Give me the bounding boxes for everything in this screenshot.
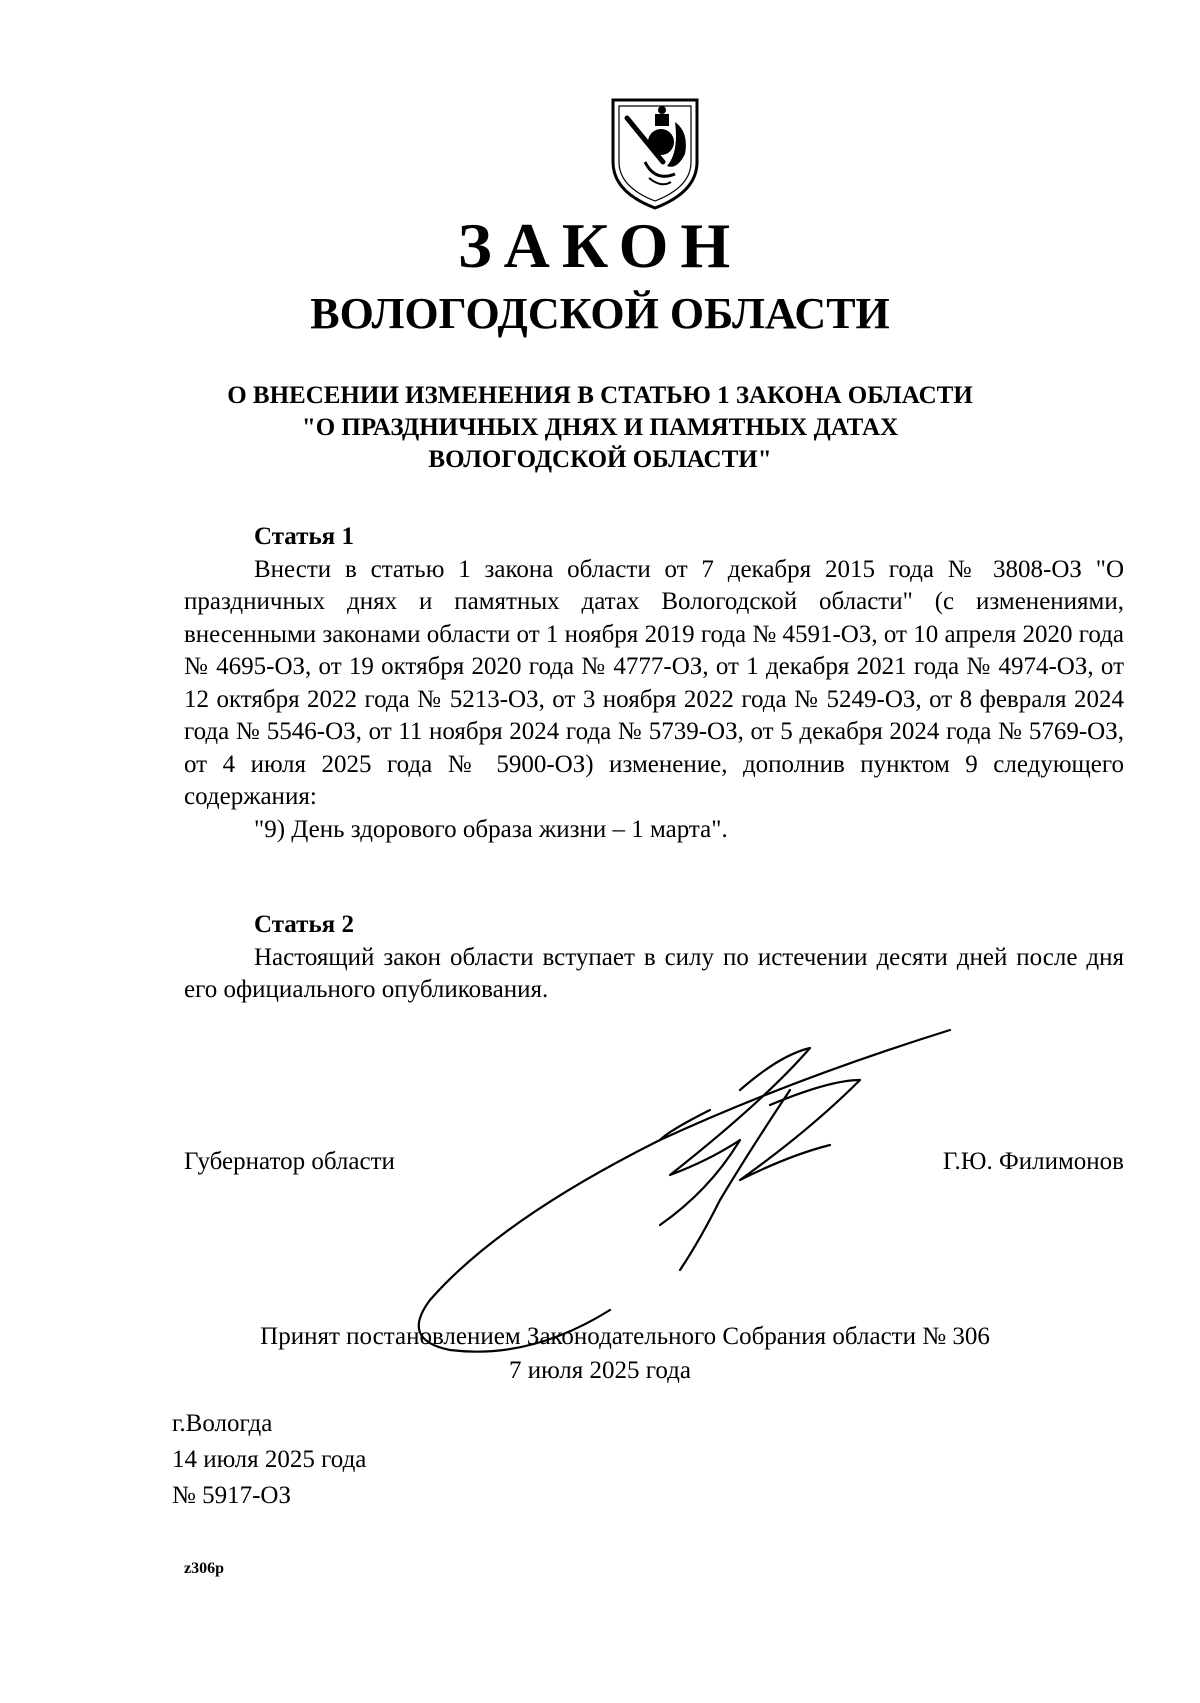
place-date-number [172, 1406, 366, 1514]
adoption-line: Принят постановлением Законодательного Собрания области № 306 [260, 1323, 990, 1350]
article-1-heading: Статья 1 [254, 523, 354, 550]
article-2-heading: Статья 2 [254, 911, 354, 938]
law-title: ЗАКОН [457, 210, 743, 281]
law-subject [0, 380, 1200, 476]
subject-line: "О ПРАЗДНИЧНЫХ ДНЯХ И ПАМЯТНЫХ ДАТАХ [301, 414, 899, 441]
article-1-quote: "9) День здорового образа жизни – 1 марта". [254, 815, 728, 843]
document-code: z306p [184, 1560, 224, 1577]
law-number: № 5917-ОЗ [172, 1482, 292, 1509]
subject-line: О ВНЕСЕНИИ ИЗМЕНЕНИЯ В СТАТЬЮ 1 ЗАКОНА ОБЛАСТИ [227, 382, 973, 409]
subject-line: ВОЛОГОДСКОЙ ОБЛАСТИ" [428, 446, 772, 473]
adoption-note [0, 1320, 1200, 1388]
article-2 [184, 909, 1124, 1007]
governor-position: Губернатор области [184, 1148, 395, 1175]
article-1-text: Внести в статью 1 закона области от 7 декабря 2015 года № 3808-ОЗ "О праздничных днях и памятных датах Вологодской области" (с изменениями, внесенными законами области от 1 ноября 2019 года № 4591-ОЗ, от 10 апреля 2020 года № 4695-ОЗ, от 19 октября 2020 года № 4777-ОЗ, от 1 декабря 2021 года № 4974-ОЗ, от 12 октября 2022 года № 5213-ОЗ, от 3 ноября 2022 года № 5249-ОЗ, от 8 февраля 2024 года № 5546-ОЗ, от 11 ноября 2024 года № 5739-ОЗ, от 5 декабря 2024 года № 5769-ОЗ, от 4 июля 2025 года № 5900-ОЗ) изменение, дополнив пунктом 9 следующего содержания: [184, 555, 1124, 810]
region-title: ВОЛОГОДСКОЙ ОБЛАСТИ [310, 289, 890, 338]
signing-date: 14 июля 2025 года [172, 1446, 367, 1473]
adoption-date: 7 июля 2025 года [509, 1357, 691, 1384]
coat-of-arms-icon [605, 92, 705, 212]
city: г.Вологда [172, 1410, 273, 1437]
governor-name: Г.Ю. Филимонов [942, 1148, 1124, 1175]
article-1 [184, 521, 1124, 846]
article-2-text: Настоящий закон области вступает в силу по истечении десяти дней после дня его официального опубликования. [184, 943, 1124, 1003]
